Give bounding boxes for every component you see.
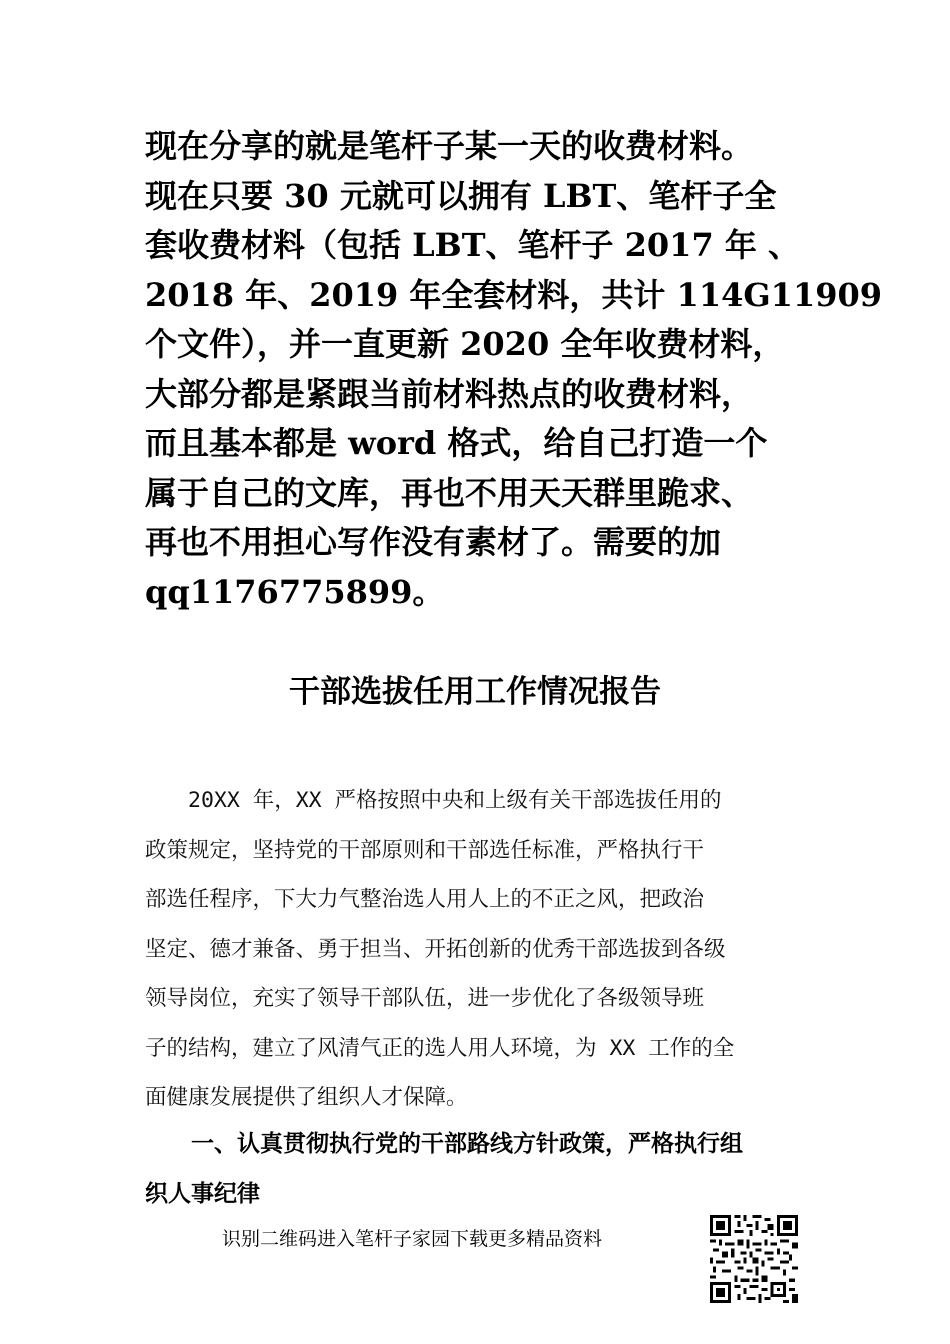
paragraph-line: 领导岗位，充实了领导干部队伍，进一步优化了各级领导班 [145,986,705,1011]
qr-code-icon[interactable] [710,1215,798,1303]
promo-line: 而且基本都是 word 格式，给自己打造一个 [145,424,768,462]
section-heading-line: 一、认真贯彻执行党的干部路线方针政策，严格执行组 [145,1131,743,1157]
promo-line: 现在分享的就是笔杆子某一天的收费材料。 [145,127,754,165]
paragraph-line: 部选任程序，下大力气整治选人用人上的不正之风，把政治 [145,887,705,912]
paragraph-line: 20XX 年，XX 严格按照中央和上级有关干部选拔任用的 [145,788,722,813]
paragraph-line: 子的结构，建立了风清气正的选人用人环境，为 XX 工作的全 [145,1035,735,1061]
promo-line: 个文件），并一直更新 2020 全年收费材料， [145,325,785,363]
paragraph-line: 坚定、德才兼备、勇于担当、开拓创新的优秀干部选拔到各级 [145,936,726,962]
promo-line: 属于自己的文库，再也不用天天群里跪求、 [145,473,754,512]
promo-line: 再也不用担心写作没有素材了。需要的加 [145,523,722,561]
report-paragraph [145,776,810,1123]
report-title: 干部选拔任用工作情况报告 [289,674,661,710]
promo-line: 2018 年、2019 年全套材料，共计 114G11909 [145,275,883,314]
paragraph-line: 政策规定，坚持党的干部原则和干部选任标准，严格执行干 [145,837,705,863]
section-heading-line: 织人事纪律 [145,1180,260,1207]
promo-paragraph [145,122,883,617]
promo-line: 大部分都是紧跟当前材料热点的收费材料， [145,374,754,413]
footer-caption: 识别二维码进入笔杆子家园下载更多精品资料 [222,1228,603,1250]
promo-line: qq1176775899。 [145,572,445,611]
promo-line: 现在只要 30 元就可以拥有 LBT、笔杆子全 [145,176,777,215]
section-heading [145,1120,810,1219]
paragraph-line: 面健康发展提供了组织人才保障。 [145,1085,468,1110]
promo-line: 套收费材料（包括 LBT、笔杆子 2017 年 、 [145,226,800,264]
